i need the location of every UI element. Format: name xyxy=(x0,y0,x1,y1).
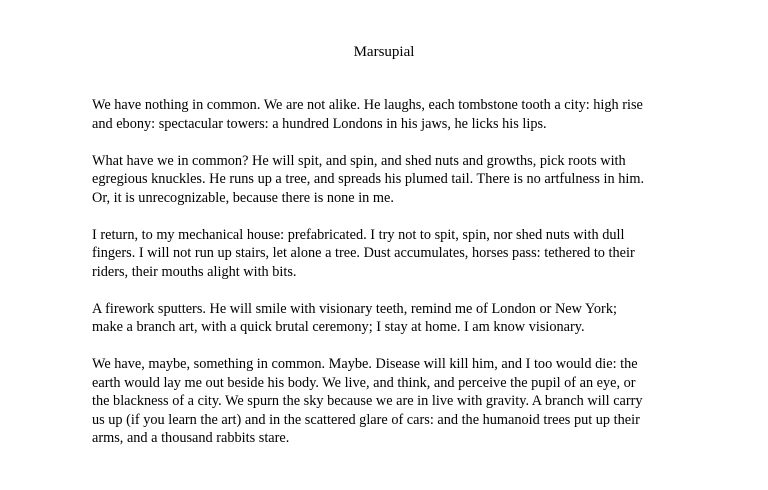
paragraph-1 xyxy=(92,96,692,133)
text-line: We have, maybe, something in common. Maybe. Disease will kill him, and I too would die: the xyxy=(92,356,638,372)
text-line: fingers. I will not run up stairs, let alone a tree. Dust accumulates, horses pass: tethered to their xyxy=(92,245,635,261)
paragraph-2 xyxy=(92,152,692,208)
text-line: riders, their mouths alight with bits. xyxy=(92,263,297,280)
text-line: A firework sputters. He will smile with visionary teeth, remind me of London or New York; xyxy=(92,300,617,317)
text-line: make a branch art, with a quick brutal ceremony; I stay at home. I am know visionary. xyxy=(92,319,585,335)
document-title: Marsupial xyxy=(353,44,415,60)
text-line: the blackness of a city. We spurn the sky because we are in live with gravity. A branch will carry xyxy=(92,393,643,409)
text-line: and ebony: spectacular towers: a hundred Londons in his jaws, he licks his lips. xyxy=(92,115,547,132)
document-body xyxy=(92,96,692,466)
text-line: arms, and a thousand rabbits stare. xyxy=(92,430,290,446)
text-line: egregious knuckles. He runs up a tree, and spreads his plumed tail. There is no artfulness in him. xyxy=(92,171,645,187)
text-line: Or, it is unrecognizable, because there is none in me. xyxy=(92,189,394,206)
text-line: earth would lay me out beside his body. We live, and think, and perceive the pupil of an eye, or xyxy=(92,374,636,391)
paragraph-5 xyxy=(92,355,692,448)
paragraph-3 xyxy=(92,226,692,282)
text-line: I return, to my mechanical house: prefabricated. I try not to spit, spin, nor shed nuts with dull xyxy=(92,226,625,243)
text-line: us up (if you learn the art) and in the scattered glare of cars: and the humanoid trees put up their xyxy=(92,411,640,428)
paragraph-4 xyxy=(92,300,692,337)
text-line: We have nothing in common. We are not alike. He laughs, each tombstone tooth a city: high rise xyxy=(92,97,643,113)
text-line: What have we in common? He will spit, and spin, and shed nuts and growths, pick roots with xyxy=(92,152,626,169)
